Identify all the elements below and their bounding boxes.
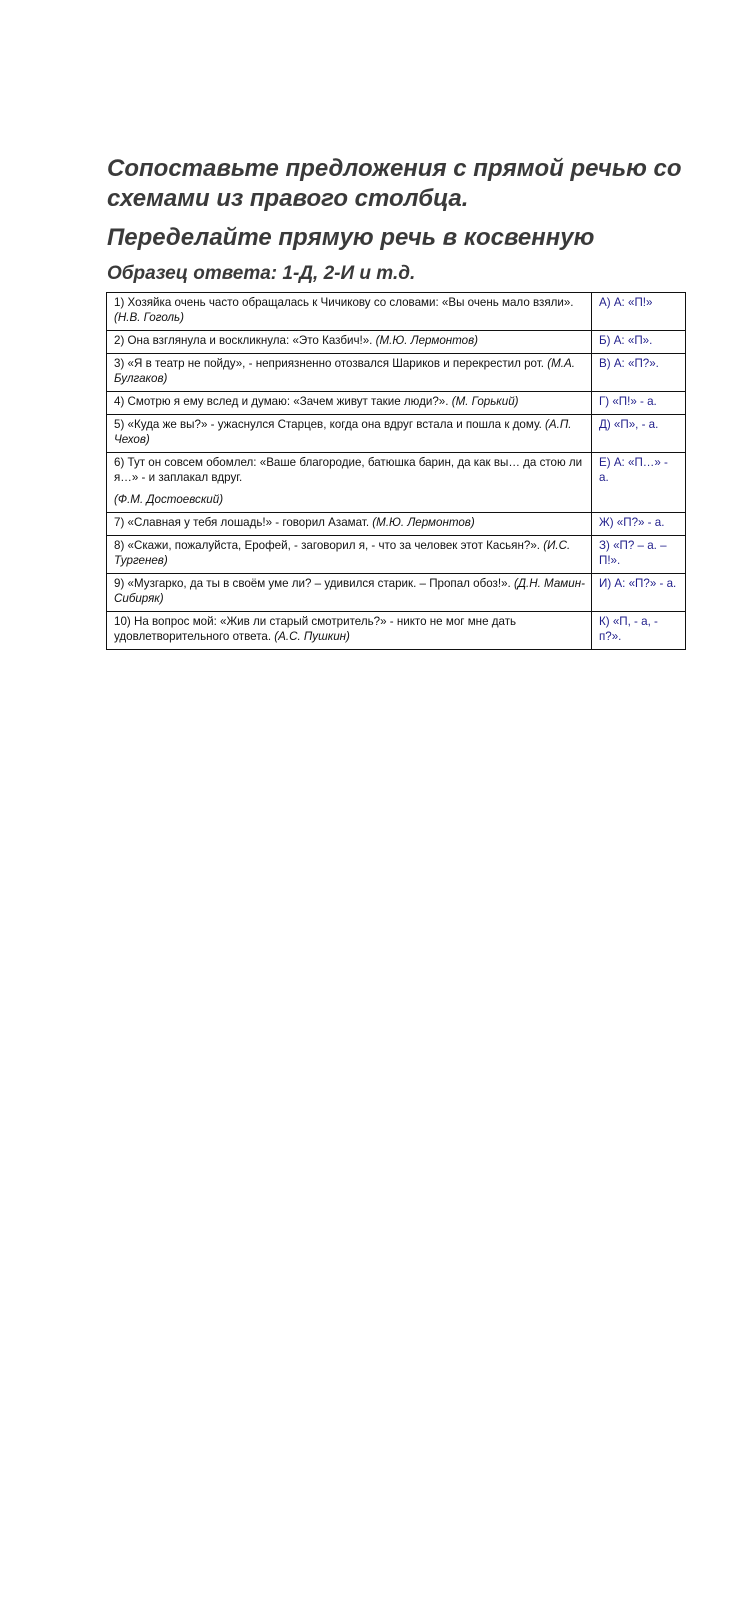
- table-row: [107, 612, 686, 650]
- sentence-source: (М. Горький): [451, 395, 519, 408]
- sentence-cell: [107, 415, 592, 453]
- sentence-text: 7) «Славная у тебя лошадь!» - говорил Азамат.: [114, 516, 370, 529]
- table-row: [107, 392, 686, 415]
- sentence-source: (М.Ю. Лермонтов): [372, 516, 475, 529]
- sentence-cell: [107, 536, 592, 574]
- sentence-text: 5) «Куда же вы?» - ужаснулся Старцев, когда она вдруг встала и пошла к дому.: [114, 418, 542, 431]
- sentence-source: (Н.В. Гоголь): [114, 311, 185, 324]
- sentence-source: (А.П. Чехов): [114, 418, 572, 446]
- table-row: [107, 453, 686, 513]
- table-row: [107, 513, 686, 536]
- sentence-source: (Д.Н. Мамин-Сибиряк): [114, 577, 585, 605]
- sentence-cell: [107, 453, 592, 513]
- table-row: [107, 331, 686, 354]
- matching-table: [106, 292, 686, 650]
- scheme-cell: В) А: «П?».: [592, 354, 686, 392]
- scheme-cell: З) «П? – а. – П!».: [592, 536, 686, 574]
- sentence-text: 3) «Я в театр не пойду», - неприязненно отозвался Шариков и перекрестил рот.: [114, 357, 544, 370]
- table-row: [107, 293, 686, 331]
- scheme-cell: Д) «П», - а.: [592, 415, 686, 453]
- table-row: [107, 415, 686, 453]
- scheme-cell: И) А: «П?» - а.: [592, 574, 686, 612]
- table-row: [107, 354, 686, 392]
- scheme-cell: К) «П, - а, - п?».: [592, 612, 686, 650]
- sentence-cell: [107, 574, 592, 612]
- sentence-source: (Ф.М. Достоевский): [114, 493, 224, 506]
- sentence-source: (И.С. Тургенев): [114, 539, 571, 567]
- scheme-cell: Г) «П!» - а.: [592, 392, 686, 415]
- sentence-cell: [107, 354, 592, 392]
- scheme-cell: Е) А: «П…» - а.: [592, 453, 686, 513]
- page-subtitle: Переделайте прямую речь в косвенную: [107, 224, 595, 251]
- sentence-source: (А.С. Пушкин): [274, 630, 350, 643]
- sentence-text: 4) Смотрю я ему вслед и думаю: «Зачем живут такие люди?».: [114, 395, 449, 408]
- sentence-cell: [107, 392, 592, 415]
- scheme-cell: Ж) «П?» - а.: [592, 513, 686, 536]
- sentence-text: 6) Тут он совсем обомлел: «Ваше благородие, батюшка барин, да как вы… да стою ли я…» - и заплакал вдруг.: [114, 456, 583, 484]
- sentence-text: 8) «Скажи, пожалуйста, Ерофей, - заговорил я, - что за человек этот Касьян?».: [114, 539, 540, 552]
- sentence-cell: [107, 331, 592, 354]
- table-row: [107, 536, 686, 574]
- scheme-cell: Б) А: «П».: [592, 331, 686, 354]
- sentence-text: 10) На вопрос мой: «Жив ли старый смотритель?» - никто не мог мне дать удовлетворительного ответа.: [114, 615, 517, 643]
- sentence-text: 9) «Музгарко, да ты в своём уме ли? – удивился старик. – Пропал обоз!».: [114, 577, 511, 590]
- sentence-cell: [107, 293, 592, 331]
- sentence-source: (М.Ю. Лермонтов): [375, 334, 479, 347]
- table-row: [107, 574, 686, 612]
- sentence-cell: [107, 612, 592, 650]
- sentence-source: (М.А. Булгаков): [114, 357, 575, 385]
- sentence-text: 1) Хозяйка очень часто обращалась к Чичикову со словами: «Вы очень мало взяли».: [114, 296, 574, 309]
- sentence-text: 2) Она взглянула и воскликнула: «Это Казбич!».: [114, 334, 373, 347]
- scheme-cell: А) А: «П!»: [592, 293, 686, 331]
- answer-sample: Образец ответа: 1-Д, 2-И и т.д.: [107, 263, 416, 284]
- page-title: Сопоставьте предложения с прямой речью со схемами из правого столбца.: [107, 155, 682, 212]
- sentence-cell: [107, 513, 592, 536]
